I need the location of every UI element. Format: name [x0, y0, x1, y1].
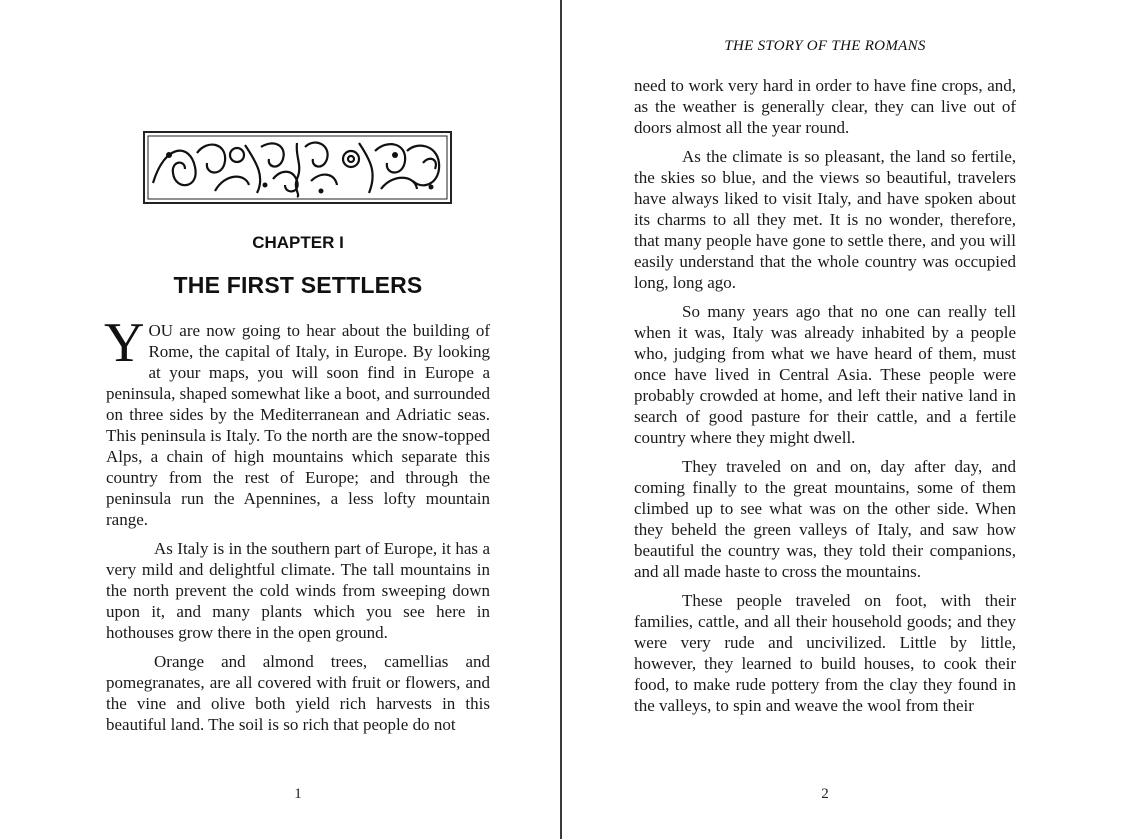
page-number: 2: [821, 786, 829, 802]
right-page-body: [634, 75, 1016, 724]
drop-cap: Y: [104, 312, 145, 374]
left-page-body: [104, 312, 490, 743]
body-paragraph: Orange and almond trees, camellias and pomegranates, are all covered with fruit or flowers, and the vine and olive both yield rich harvests in this beautiful land. The soil is so rich that people do not: [106, 652, 490, 734]
body-paragraph: As Italy is in the southern part of Europe, it has a very mild and delightful climate. The tall mountains in the north prevent the cold winds from sweeping down upon it, and many plants which you see here in hothouses grow there in the open ground.: [106, 539, 490, 642]
decorative-scrollwork-ornament-icon: [143, 131, 452, 204]
body-paragraph: So many years ago that no one can really tell when it was, Italy was already inhabited by a people who, judging from what we have heard of them, must once have lived in Central Asia. These people were probably crowded at home, and left their native land in search of good pasture for their cattle, and a fertile country where they might dwell.: [634, 302, 1016, 447]
paragraph-text: OU are now going to hear about the building of Rome, the capital of Italy, in Europe. By looking at your maps, you will soon find in Europe a peninsula, shaped somewhat like a boot, and surrounded on three sides by the Mediterranean and Adriatic seas. This peninsula is Italy. To the north are the snow-topped Alps, a chain of high mountains which separate this country from the rest of Europe; and through the peninsula run the Apennines, a less lofty mountain range.: [106, 321, 490, 529]
left-page: [0, 0, 560, 839]
chapter-title: THE FIRST SETTLERS: [173, 272, 423, 298]
body-paragraph: [104, 312, 490, 530]
chapter-label: CHAPTER I: [252, 233, 344, 252]
running-head: THE STORY OF THE ROMANS: [724, 38, 926, 54]
body-paragraph: They traveled on and on, day after day, and coming finally to the great mountains, some of them climbed up to see what was on the other side. When they beheld the green valleys of Italy, and saw how beautiful the country was, they told their companions, and all made haste to cross the mountains.: [634, 457, 1016, 581]
page-number: 1: [294, 786, 302, 802]
right-page: [562, 0, 1125, 839]
body-paragraph: As the climate is so pleasant, the land so fertile, the skies so blue, and the views so beautiful, travelers have always liked to visit Italy, and have spoken about its charms to all they met. It is no wonder, therefore, that many people have gone to settle there, and you will easily understand that the whole country was occupied long, long ago.: [634, 147, 1016, 292]
body-paragraph: These people traveled on foot, with their families, cattle, and all their household goods; and they were very rude and uncivilized. Little by little, however, they learned to build houses, to cook their food, to make rude pottery from the clay they found in the valleys, to spin and weave the wool from their: [634, 591, 1016, 715]
body-paragraph: need to work very hard in order to have fine crops, and, as the weather is generally clear, they can live out of doors almost all the year round.: [634, 76, 1016, 137]
